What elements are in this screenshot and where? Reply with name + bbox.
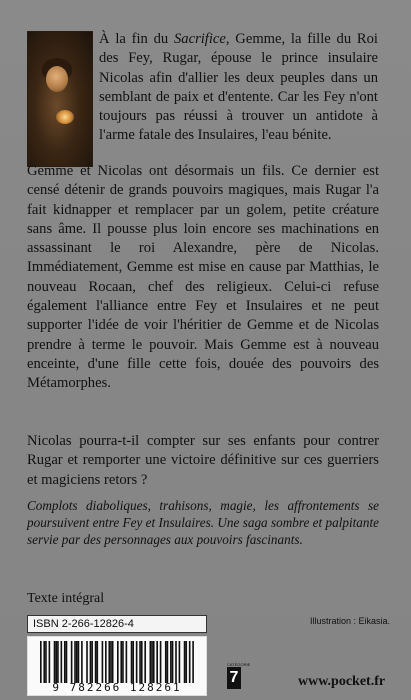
publisher-website: www.pocket.fr xyxy=(298,674,386,689)
barcode-digits: 9 782266 128261 xyxy=(52,681,182,694)
barcode-bar xyxy=(86,641,88,683)
illustration-light xyxy=(56,110,74,124)
isbn-box xyxy=(27,615,207,633)
barcode-bar xyxy=(120,641,122,683)
barcode-bar xyxy=(71,641,73,683)
barcode-bar xyxy=(179,641,181,683)
barcode-bar xyxy=(81,641,83,683)
barcode-bar xyxy=(153,641,155,683)
barcode-bar xyxy=(102,641,104,683)
barcode-bar xyxy=(64,641,66,683)
intro-before: À la fin du xyxy=(99,31,174,47)
barcode-bar xyxy=(192,641,194,683)
barcode-bar xyxy=(185,641,187,683)
barcode xyxy=(27,636,207,696)
barcode-bar xyxy=(78,641,80,683)
barcode-bar xyxy=(112,641,114,683)
barcode-bar xyxy=(126,641,128,683)
barcode-bar xyxy=(54,641,56,683)
barcode-bar xyxy=(108,641,110,683)
barcode-bar xyxy=(45,641,47,683)
tagline-blurb: Complots diaboliques, trahisons, magie, les affrontements se poursuivent entre Fey et Insulaires. Une saga sombre et palpitante servie par des personnages aux pouvoirs fascinants. xyxy=(27,498,379,548)
synopsis-paragraph-2 xyxy=(27,432,379,490)
barcode-bar xyxy=(61,641,63,683)
barcode-bar xyxy=(117,641,119,683)
category-badge xyxy=(227,662,251,692)
barcode-bar xyxy=(151,641,153,683)
barcode-bar xyxy=(170,641,172,683)
barcode-bar xyxy=(156,641,158,683)
barcode-bar xyxy=(49,641,51,683)
barcode-bar xyxy=(95,641,97,683)
category-label: CATÉGORIE xyxy=(227,662,251,667)
barcode-bar xyxy=(57,641,59,683)
barcode-bar xyxy=(165,641,167,683)
barcode-bar xyxy=(131,641,133,683)
synopsis-paragraph-1 xyxy=(27,162,379,394)
barcode-bar xyxy=(132,641,134,683)
cover-illustration-thumbnail xyxy=(27,31,93,167)
barcode-bar xyxy=(139,641,141,683)
barcode-bar xyxy=(167,641,169,683)
barcode-bar xyxy=(150,641,152,683)
unabridged-label: Texte intégral xyxy=(27,591,105,606)
barcode-bar xyxy=(74,641,76,683)
barcode-bar xyxy=(40,641,42,683)
barcode-bar xyxy=(105,641,107,683)
barcode-bar xyxy=(122,641,124,683)
barcode-bar xyxy=(160,641,162,683)
barcode-bar xyxy=(175,641,177,683)
synopsis-paragraph-2-text: Nicolas pourra-t-il compter sur ses enfants pour contrer Rugar et remporter une victoire définitive sur ces guerriers et magiciens retors ? xyxy=(27,433,379,488)
intro-after: , Gemme, la fille du Roi des Fey, Rugar, épouse le prince insulaire Nicolas afin d'allier les deux peuples dans un semblant de paix et d'entente. Car les Fey n'ont toujours pas réussi à trouver un antidote à l'arme fatale des Insulaires, l'eau bénite. xyxy=(99,31,378,144)
synopsis-paragraph-1-text: Gemme et Nicolas ont désormais un fils. Ce dernier est censé détenir de grands pouvoirs magiques, mais Rugar l'a fait kidnapper et remplacer par un golem, petite créature sans âme. Il pousse plus loin encore ses machinations en assassinant le roi Alexandre, père de Nicolas. Immédiatement, Gemme est mise en cause par Matthias, le nouveau Rocaan, chef des religieux. Celui-ci refuse également l'alliance entre Fey et Insulaires et ne peut supporter l'idée de voir l'héritier de Gemme et de Nicolas prendre à terme le pouvoir. Mais Gemme est à nouveau enceinte, d'une fille cette fois, douée des pouvoirs des Métamorphes. xyxy=(27,163,379,392)
barcode-bar xyxy=(43,641,45,683)
barcode-bar xyxy=(90,641,92,683)
intro-book-title: Sacrifice xyxy=(174,31,226,47)
barcode-bar xyxy=(136,641,138,683)
illustration-face xyxy=(46,66,68,92)
isbn-text: ISBN 2-266-12826-4 xyxy=(33,618,134,630)
barcode-bar xyxy=(91,641,93,683)
barcode-bar xyxy=(55,641,57,683)
synopsis-intro xyxy=(99,30,378,146)
barcode-bar xyxy=(76,641,78,683)
barcode-bar xyxy=(96,641,98,683)
barcode-bar xyxy=(184,641,186,683)
barcode-bar xyxy=(66,641,68,683)
barcode-bar xyxy=(141,641,143,683)
barcode-bar xyxy=(189,641,191,683)
barcode-bar xyxy=(172,641,174,683)
category-number: 7 xyxy=(227,667,241,689)
illustration-credit: Illustration : Eikasia. xyxy=(310,616,391,626)
barcode-bar xyxy=(110,641,112,683)
barcode-bar xyxy=(144,641,146,683)
